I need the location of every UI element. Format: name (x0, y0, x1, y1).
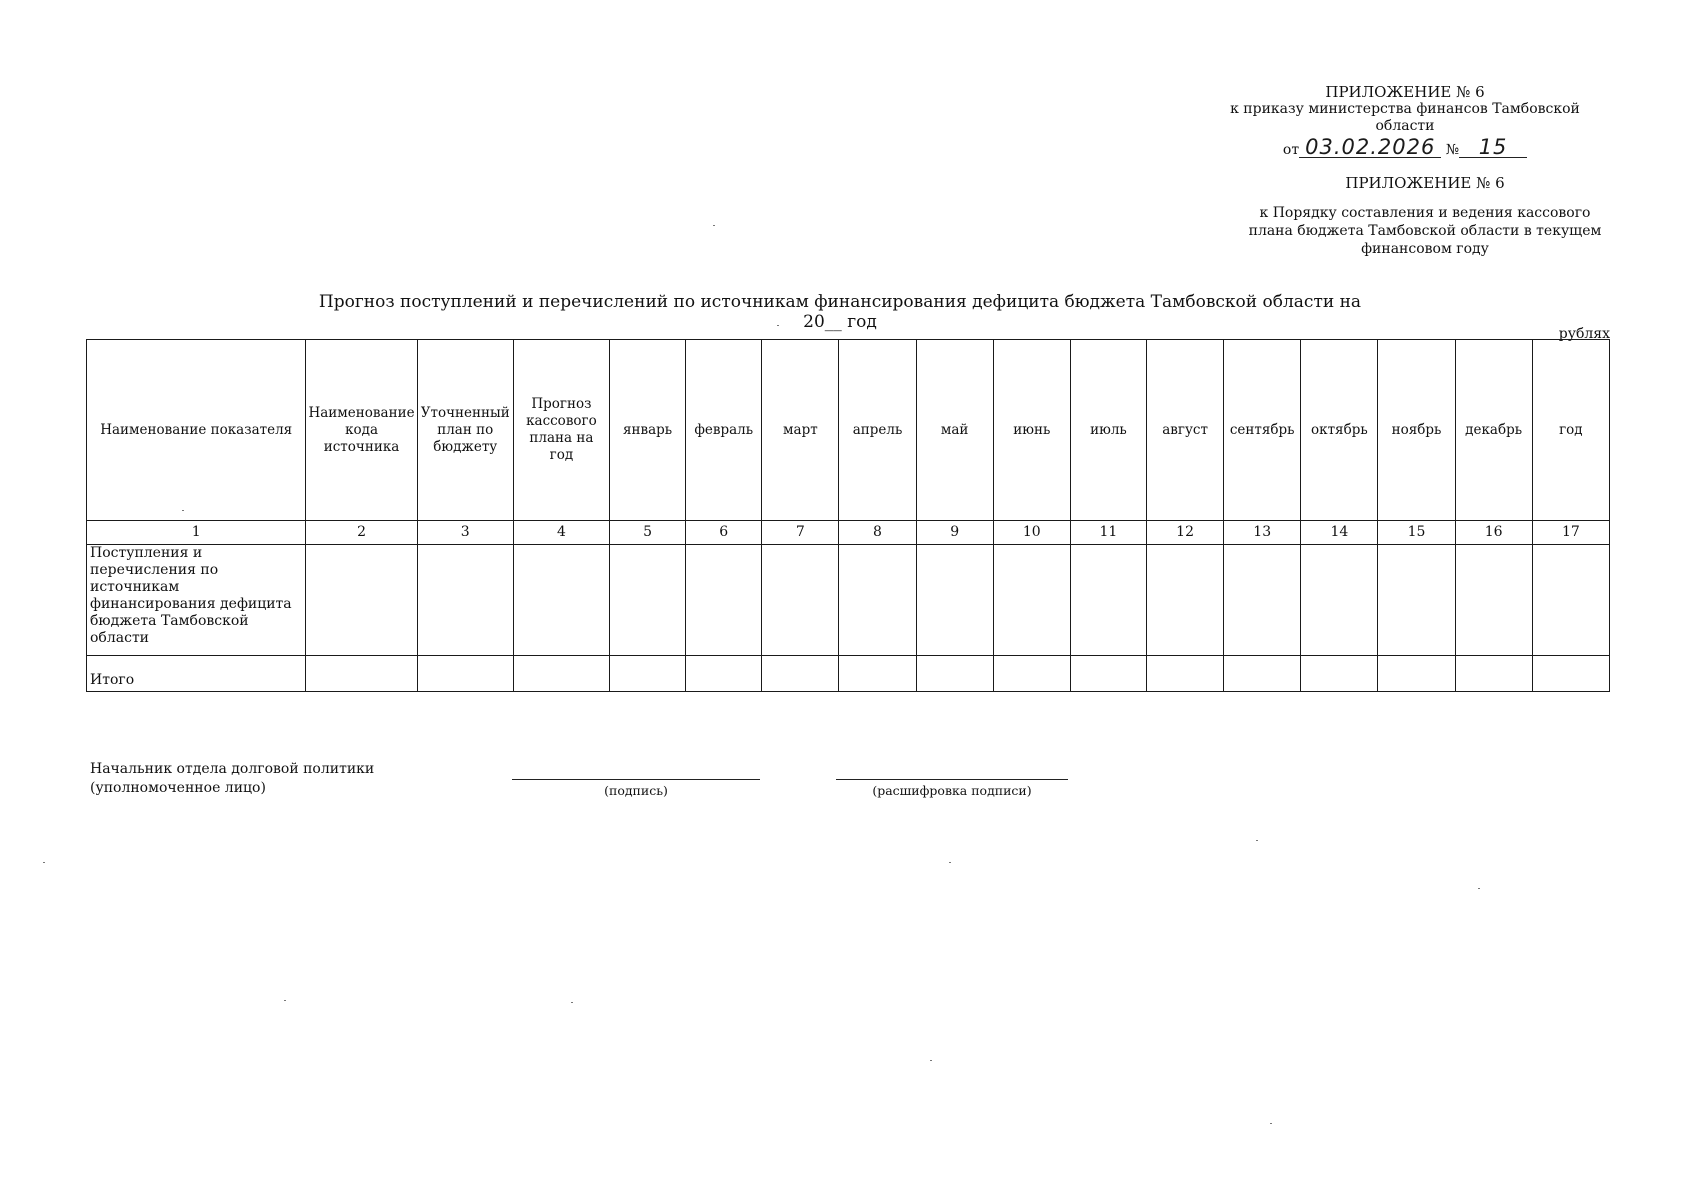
column-number: 15 (1378, 521, 1455, 545)
table-cell (513, 545, 609, 656)
table-cell (417, 656, 513, 692)
signer-position-note: (уполномоченное лицо) (90, 780, 266, 796)
table-cell (1378, 545, 1455, 656)
column-header: март (762, 340, 839, 521)
table-header-row (87, 340, 1610, 521)
table-cell (1532, 545, 1609, 656)
appendix-order-block (1205, 84, 1605, 159)
column-header: июль (1070, 340, 1146, 521)
scan-speck (1478, 888, 1480, 889)
table-cell (1378, 656, 1455, 692)
decode-caption: (расшифровка подписи) (872, 783, 1032, 798)
table-cell (1455, 545, 1532, 656)
column-header: август (1147, 340, 1224, 521)
column-number: 16 (1455, 521, 1532, 545)
table-cell (1224, 545, 1301, 656)
column-number: 13 (1224, 521, 1301, 545)
appendix-order-title: ПРИЛОЖЕНИЕ № 6 (1325, 83, 1485, 101)
column-number: 5 (610, 521, 686, 545)
scan-speck (777, 325, 779, 326)
column-number: 10 (993, 521, 1070, 545)
scan-speck (949, 862, 951, 863)
table-cell (686, 545, 762, 656)
table-cell (417, 545, 513, 656)
column-number: 14 (1301, 521, 1378, 545)
forecast-table (86, 339, 1610, 692)
scan-speck (284, 1000, 286, 1001)
column-number: 9 (916, 521, 993, 545)
signer-position-title: Начальник отдела долговой политики (90, 761, 375, 777)
decode-line (836, 779, 1068, 780)
table-cell (686, 656, 762, 692)
table-row-total (87, 656, 1610, 692)
column-number: 3 (417, 521, 513, 545)
column-number: 12 (1147, 521, 1224, 545)
units-label: рублях (1558, 326, 1610, 342)
table-cell (306, 545, 417, 656)
column-number: 8 (839, 521, 916, 545)
table-cell (1070, 656, 1146, 692)
column-header: Наименование кода источника (306, 340, 417, 521)
scan-speck (43, 862, 45, 863)
column-number: 17 (1532, 521, 1609, 545)
document-title: Прогноз поступлений и перечислений по источникам финансирования дефицита бюджета Тамбовской области на 20__ год (318, 292, 1362, 332)
table-cell (762, 656, 839, 692)
number-prefix: № (1445, 142, 1460, 158)
column-header: октябрь (1301, 340, 1378, 521)
scan-speck (930, 1060, 932, 1061)
row-label-total: Итого (87, 656, 306, 692)
table-cell (993, 545, 1070, 656)
table-cell (839, 656, 916, 692)
column-header: Уточненный план по бюджету (417, 340, 513, 521)
table-cell (993, 656, 1070, 692)
column-number: 1 (87, 521, 306, 545)
date-prefix: от (1282, 142, 1300, 158)
table-cell (306, 656, 417, 692)
column-header: июнь (993, 340, 1070, 521)
scan-speck (182, 510, 184, 511)
column-header: январь (610, 340, 686, 521)
column-header: Прогноз кассового плана на год (513, 340, 609, 521)
column-header: апрель (839, 340, 916, 521)
handwritten-date: 03.02.2026 (1299, 137, 1441, 158)
scan-speck (571, 1002, 573, 1003)
column-header: сентябрь (1224, 340, 1301, 521)
column-number-row (87, 521, 1610, 545)
signer-position (90, 760, 374, 798)
signature-caption: (подпись) (604, 783, 668, 798)
column-header: год (1532, 340, 1609, 521)
table-cell (1301, 545, 1378, 656)
table-cell (1455, 656, 1532, 692)
table-cell (610, 545, 686, 656)
handwritten-number: 15 (1459, 137, 1527, 158)
appendix-procedure-description: к Порядку составления и ведения кассового плана бюджета Тамбовской области в текущем финансовом году (1248, 205, 1602, 257)
table-cell (1147, 545, 1224, 656)
table-cell (1224, 656, 1301, 692)
appendix-order-subtitle: к приказу министерства финансов Тамбовской области (1230, 101, 1580, 134)
signature-line (512, 779, 760, 780)
table-cell (610, 656, 686, 692)
signature-block (90, 760, 1090, 820)
column-header: ноябрь (1378, 340, 1455, 521)
scan-speck (1270, 1123, 1272, 1124)
appendix-procedure-block (1225, 175, 1625, 258)
order-date-number-line (1205, 137, 1605, 159)
column-number: 11 (1070, 521, 1146, 545)
appendix-procedure-title: ПРИЛОЖЕНИЕ № 6 (1345, 174, 1505, 192)
scan-speck (713, 225, 715, 226)
scan-speck (1256, 840, 1258, 841)
table-cell (916, 545, 993, 656)
column-number: 4 (513, 521, 609, 545)
table-cell (1147, 656, 1224, 692)
column-number: 2 (306, 521, 417, 545)
column-header: декабрь (1455, 340, 1532, 521)
column-number: 7 (762, 521, 839, 545)
column-header: Наименование показателя (87, 340, 306, 521)
table-cell (916, 656, 993, 692)
table-cell (762, 545, 839, 656)
table-cell (513, 656, 609, 692)
row-label: Поступления и перечисления по источникам финансирования дефицита бюджета Тамбовской области (87, 545, 306, 656)
column-number: 6 (686, 521, 762, 545)
table-cell (839, 545, 916, 656)
column-header: февраль (686, 340, 762, 521)
column-header: май (916, 340, 993, 521)
table-cell (1301, 656, 1378, 692)
table-row (87, 545, 1610, 656)
table-cell (1070, 545, 1146, 656)
table-cell (1532, 656, 1609, 692)
